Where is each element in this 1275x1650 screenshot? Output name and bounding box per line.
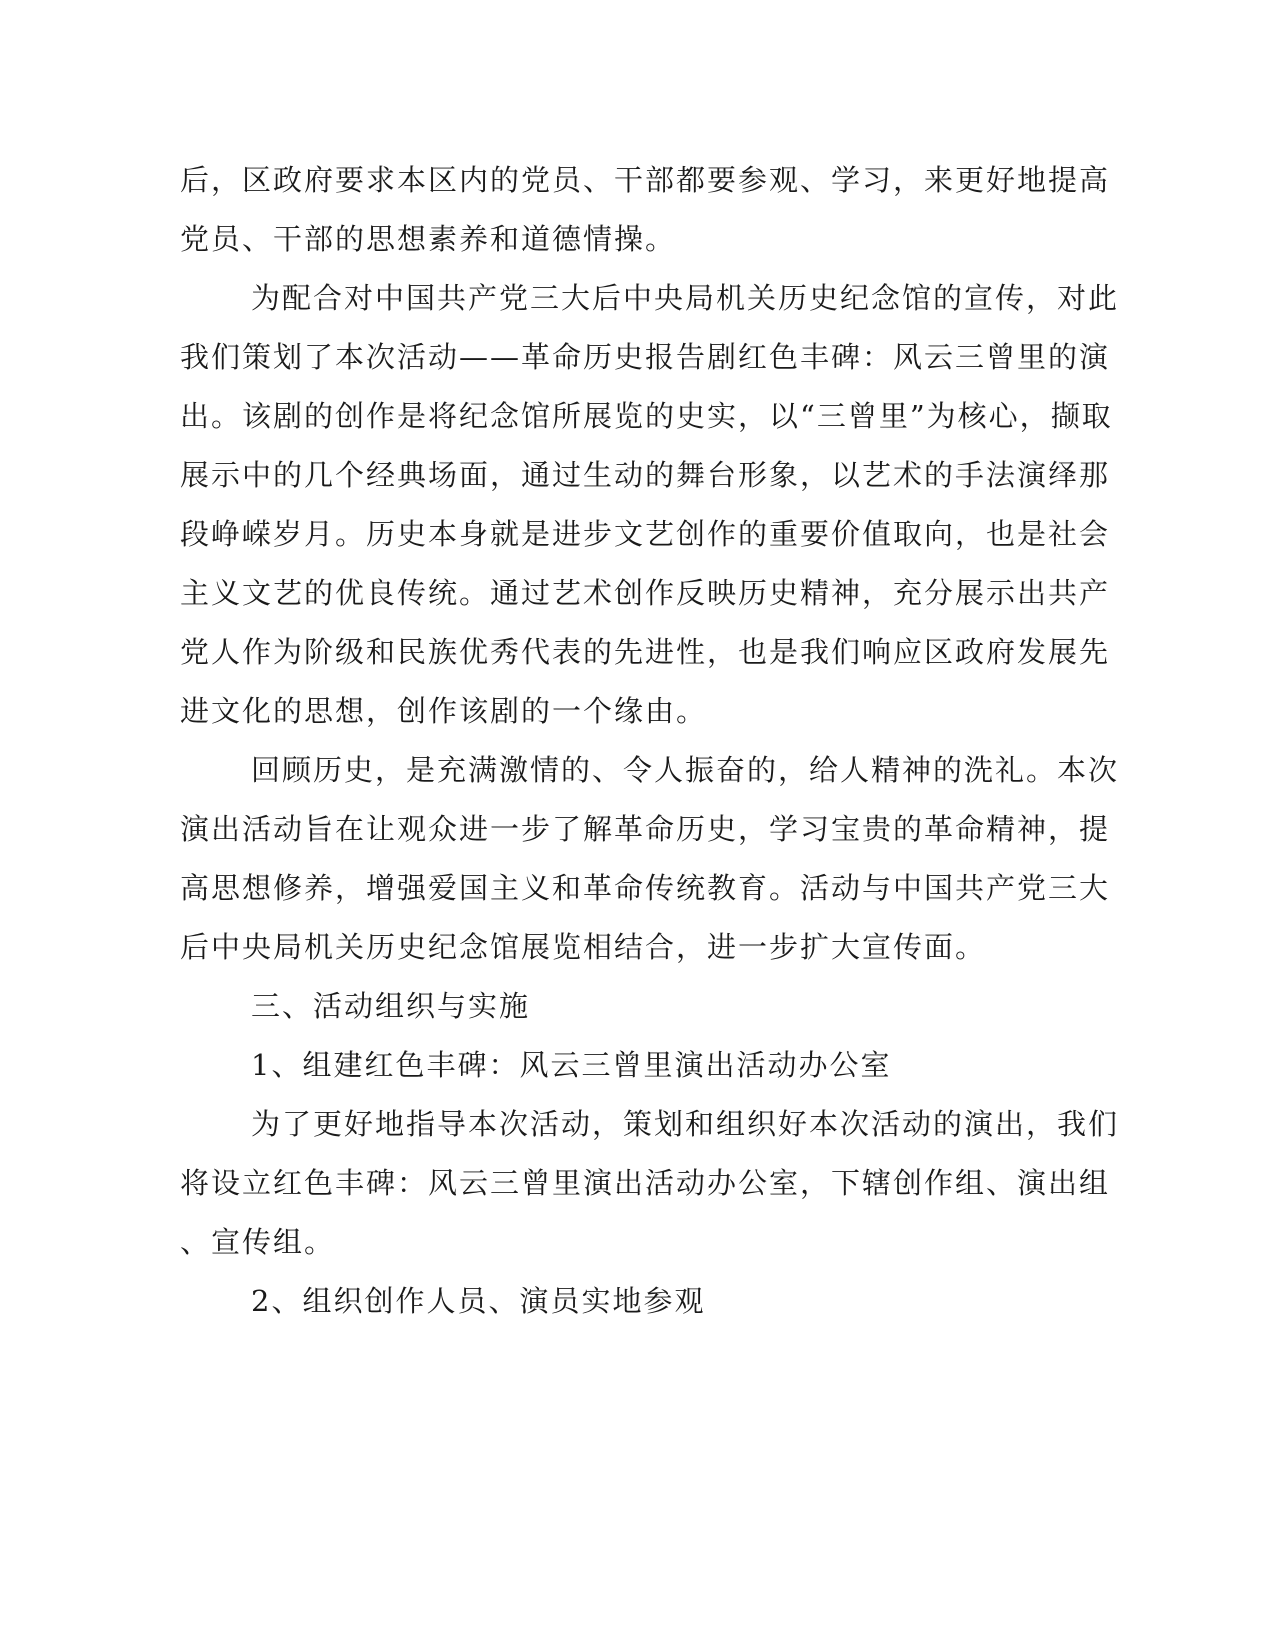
subsection-heading: 1、组建红色丰碑：风云三曾里演出活动办公室 (251, 1048, 892, 1082)
text-line: 党员、干部的思想素养和道德情操。 (180, 222, 677, 256)
text-line: 出。该剧的创作是将纪念馆所展览的史实，以“三曾里”为核心，撷取 (180, 399, 1113, 433)
text-line: 我们策划了本次活动——革命历史报告剧红色丰碑：风云三曾里的演 (180, 340, 1111, 374)
text-line: 展示中的几个经典场面，通过生动的舞台形象，以艺术的手法演绎那 (180, 458, 1111, 492)
text-line: 党人作为阶级和民族优秀代表的先进性，也是我们响应区政府发展先 (180, 635, 1111, 669)
text-line: 演出活动旨在让观众进一步了解革命历史，学习宝贵的革命精神，提 (180, 812, 1111, 846)
text-line: 后，区政府要求本区内的党员、干部都要参观、学习，来更好地提高 (180, 163, 1111, 197)
text-line: 将设立红色丰碑：风云三曾里演出活动办公室，下辖创作组、演出组 (180, 1166, 1111, 1200)
text-line: 高思想修养，增强爱国主义和革命传统教育。活动与中国共产党三大 (180, 871, 1111, 905)
text-line: 进文化的思想，创作该剧的一个缘由。 (180, 694, 708, 728)
subsection-heading: 2、组织创作人员、演员实地参观 (251, 1284, 706, 1318)
text-line: 段峥嵘岁月。历史本身就是进步文艺创作的重要价值取向，也是社会 (180, 517, 1111, 551)
text-line: 、宣传组。 (180, 1225, 336, 1259)
paragraph-first-line: 回顾历史，是充满激情的、令人振奋的，给人精神的洗礼。本次 (251, 753, 1120, 787)
text-line: 后中央局机关历史纪念馆展览相结合，进一步扩大宣传面。 (180, 930, 987, 964)
text-line: 主义文艺的优良传统。通过艺术创作反映历史精神，充分展示出共产 (180, 576, 1111, 610)
section-heading: 三、活动组织与实施 (251, 989, 531, 1023)
paragraph-first-line: 为了更好地指导本次活动，策划和组织好本次活动的演出，我们 (251, 1107, 1120, 1141)
paragraph-first-line: 为配合对中国共产党三大后中央局机关历史纪念馆的宣传，对此 (251, 281, 1120, 315)
